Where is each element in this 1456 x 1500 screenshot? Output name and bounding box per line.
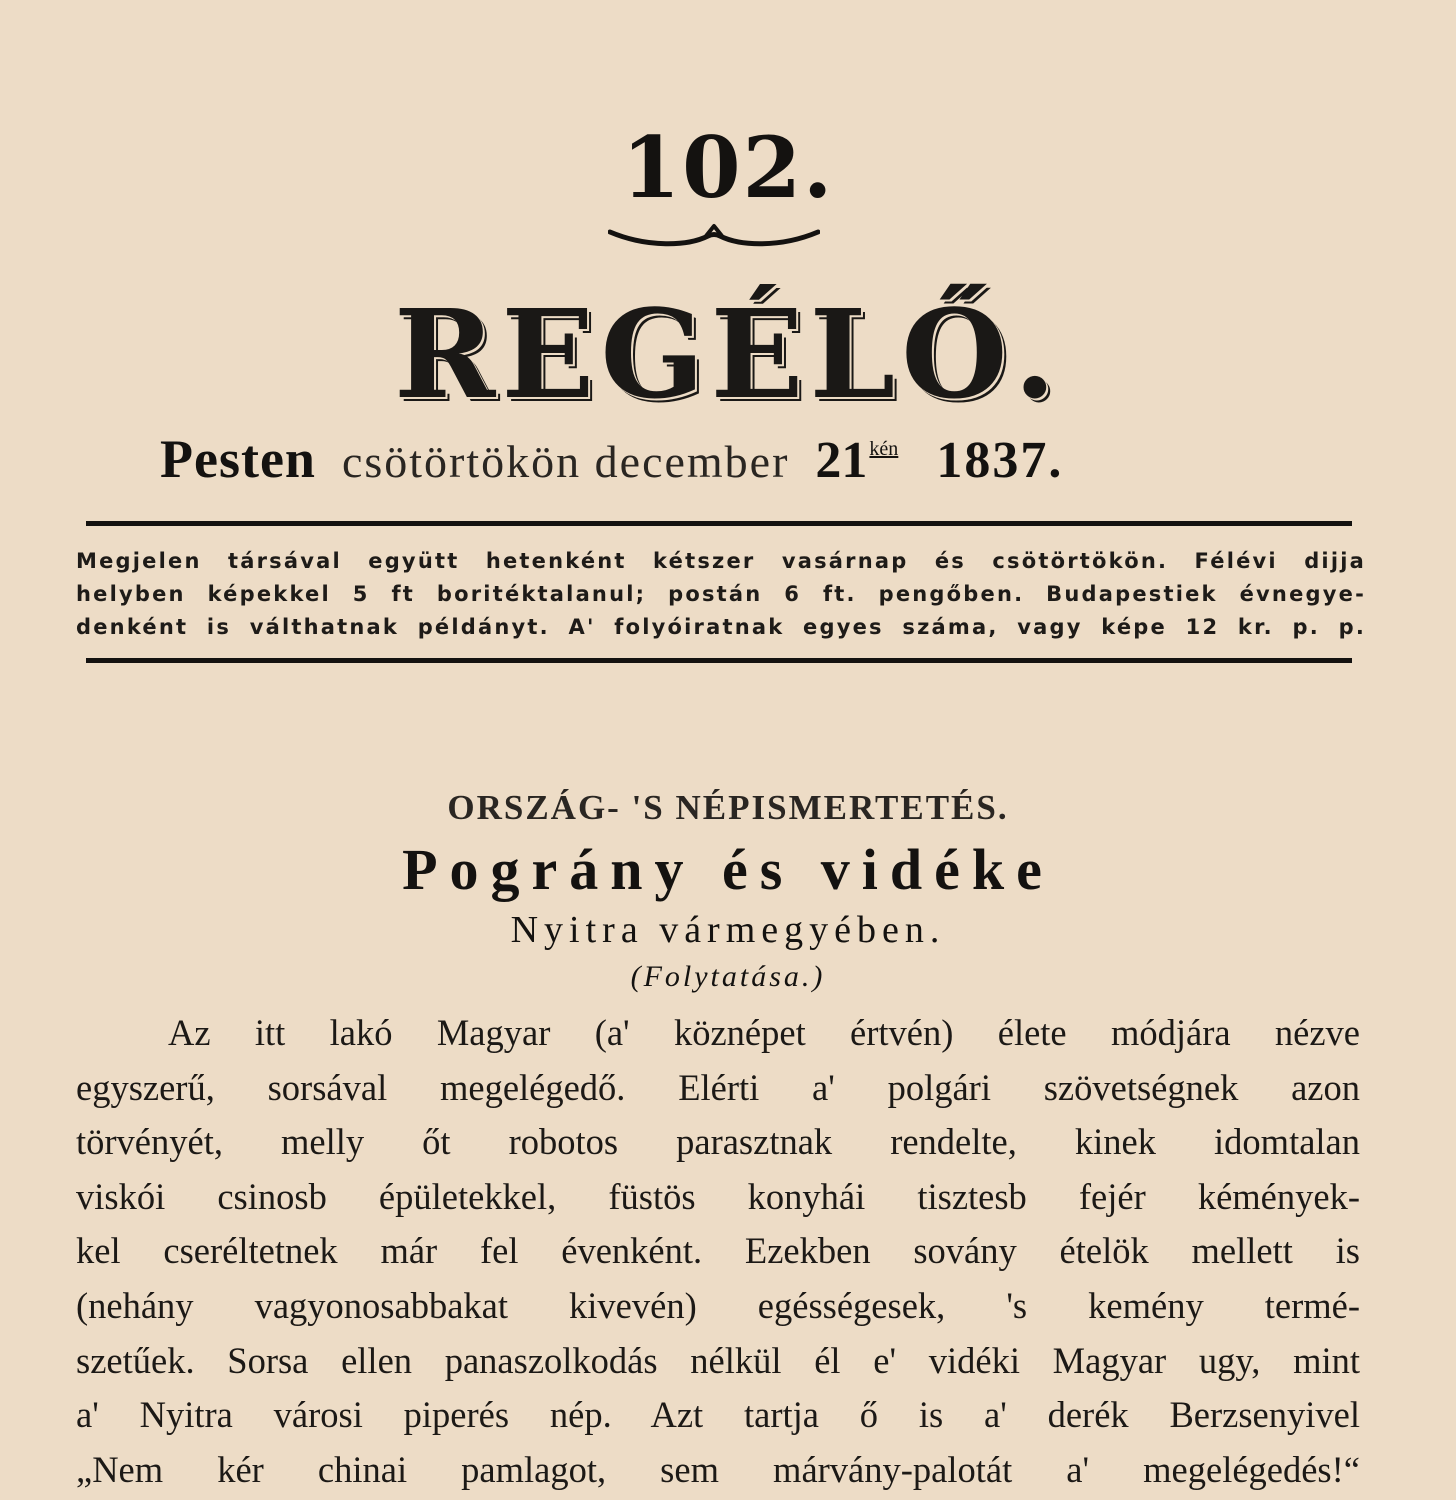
continuation-note: (Folytatása.) [630, 960, 826, 993]
divider-rule-top [86, 521, 1352, 526]
body-line: Az itt lakó Magyar (a' köznépet értvén) élete módjára nézve [168, 1012, 1360, 1053]
subscription-notice [76, 545, 1366, 644]
ornament-flourish [608, 222, 820, 250]
section-heading: ORSZÁG- 'S NÉPISMERTETÉS. [447, 788, 1009, 827]
body-line: szetűek. Sorsa ellen panaszolkodás nélkül él e' vidéki Magyar ugy, mint [76, 1339, 1360, 1381]
article-body [76, 1006, 1360, 1497]
issue-number: 102. [621, 118, 835, 217]
body-line: a' Nyitra városi piperés nép. Azt tartja ő is a' derék Berzsenyivel [76, 1394, 1360, 1436]
dateline-day: 21 [815, 432, 868, 489]
dateline-place: Pesten [160, 429, 316, 489]
dateline-year: 1837. [936, 432, 1064, 489]
body-line: (nehány vagyonosabbakat kivevén) egésségesek, 's kemény termé- [76, 1284, 1360, 1326]
notice-line: Megjelen társával együtt hetenként kétszer vasárnap és csötörtökön. Félévi dijja [76, 549, 1366, 573]
article-title: Pográny és vidéke [402, 837, 1054, 902]
body-line: kel cseréltetnek már fel évenként. Ezekben sovány ételök mellett is [76, 1230, 1360, 1272]
body-line: törvényét, melly őt robotos parasztnak rendelte, kinek idomtalan [76, 1121, 1360, 1163]
body-line: egyszerű, sorsával megelégedő. Elérti a' polgári szövetségnek azon [76, 1066, 1360, 1108]
body-line: viskói csinosb épületekkel, füstös konyhái tisztesb fejér kémények- [76, 1175, 1360, 1217]
divider-rule-bottom [86, 658, 1352, 663]
dateline [160, 429, 1300, 489]
article-subtitle: Nyitra vármegyében. [510, 909, 946, 951]
notice-line: denként is válthatnak példányt. A' folyóiratnak egyes száma, vagy képe 12 kr. p. p. [76, 615, 1366, 639]
dateline-day-suffix: kén [869, 438, 899, 460]
dateline-weekday-month: csötörtökön december [341, 436, 790, 487]
body-line: „Nem kér chinai pamlagot, sem márvány-palotát a' megelégedés!“ [76, 1448, 1360, 1490]
notice-line: helyben képekkel 5 ft boritéktalanul; postán 6 ft. pengőben. Budapestiek évnegye- [76, 582, 1366, 606]
masthead-title: REGÉLŐ. [393, 282, 1063, 426]
